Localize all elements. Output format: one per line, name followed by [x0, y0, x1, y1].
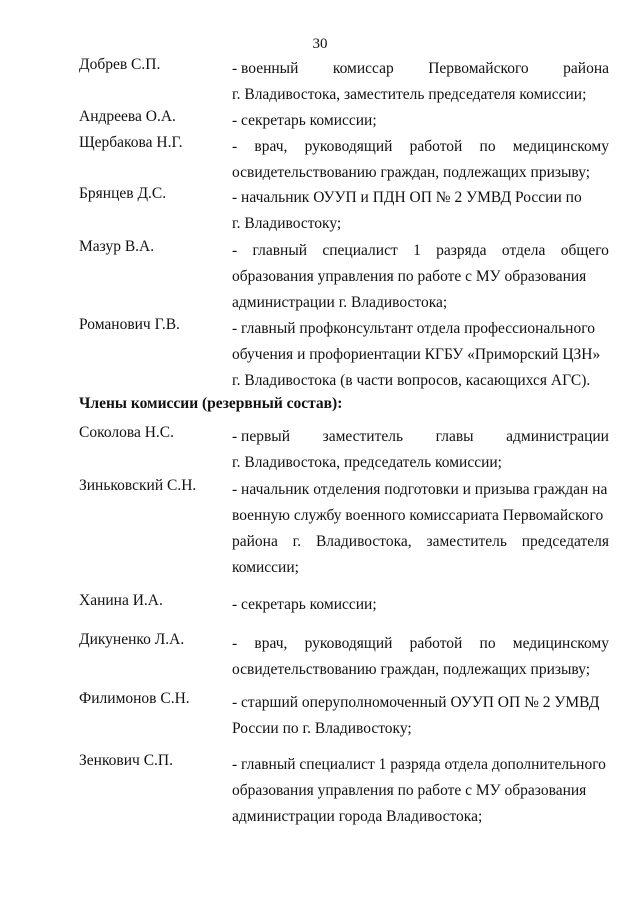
role-text-word: - секретарь комиссии;: [232, 596, 377, 613]
role-text-line: [232, 477, 609, 503]
role-text-word: врач,: [254, 138, 288, 155]
role-text-word: -: [232, 635, 238, 652]
member-role-description: [232, 56, 609, 108]
role-text-line: [232, 342, 609, 368]
role-text-word: Первомайского: [428, 60, 529, 77]
member-role-description: [232, 752, 609, 830]
role-text-word: комиссар: [332, 60, 394, 77]
role-text-word: образования управления по работе с МУ образования: [232, 782, 587, 799]
role-text-word: - главный специалист 1 разряда отдела дополнительного: [232, 756, 606, 773]
role-text-word: администрации г. Владивостока;: [232, 294, 448, 311]
member-name: Дикуненко Л.А.: [79, 631, 185, 648]
role-text-word: освидетельствованию граждан, подлежащих призыву;: [232, 661, 591, 678]
role-text-line: [232, 631, 609, 657]
role-text-line: [232, 555, 609, 581]
role-text-word: работой: [409, 138, 463, 155]
role-text-word: освидетельствованию граждан, подлежащих призыву;: [232, 164, 591, 181]
member-role-description: [232, 424, 609, 476]
member-role-description: [232, 185, 609, 237]
role-text-word: общего: [560, 242, 609, 259]
role-text-word: г. Владивостока, заместитель председателя комиссии;: [232, 86, 587, 103]
role-text-word: обучения и профориентации КГБУ «Приморский ЦЗН»: [232, 346, 601, 363]
role-text-line: [232, 316, 609, 342]
role-text-line: [232, 503, 609, 529]
member-name: Зенкович С.П.: [79, 752, 173, 769]
role-text-word: - главный профконсультант отдела профессионального: [232, 320, 595, 337]
reserve-section-heading: Члены комиссии (резервный состав):: [79, 395, 343, 412]
role-text-word: образования управления по работе с МУ образования: [232, 268, 587, 285]
role-text-line: [232, 238, 609, 264]
role-text-word: - военный: [232, 60, 299, 77]
role-text-word: главный: [252, 242, 308, 259]
role-text-line: [232, 778, 609, 804]
role-text-word: медицинскому: [512, 138, 609, 155]
role-text-word: главы: [435, 428, 474, 445]
role-text-line: [232, 592, 609, 618]
role-text-line: [232, 290, 609, 316]
role-text-line: [232, 424, 609, 450]
role-text-line: [232, 752, 609, 778]
role-text-word: - начальник отделения подготовки и призыва граждан на: [232, 481, 608, 498]
role-text-word: 1: [413, 242, 421, 259]
member-role-description: [232, 316, 609, 394]
role-text-line: [232, 657, 609, 683]
member-name: Мазур В.А.: [79, 238, 155, 255]
member-role-description: [232, 477, 609, 581]
member-name: Филимонов С.Н.: [79, 690, 190, 707]
member-name: Добрев С.П.: [79, 56, 161, 73]
role-text-line: [232, 368, 609, 394]
role-text-word: заместитель: [322, 428, 404, 445]
role-text-word: руководящий: [304, 138, 393, 155]
page-number: 30: [312, 36, 328, 52]
member-name: Зиньковский С.Н.: [79, 477, 197, 494]
role-text-word: Владивостока,: [315, 533, 412, 550]
role-text-line: [232, 211, 609, 237]
role-text-word: администрации: [506, 428, 609, 445]
role-text-word: работой: [409, 635, 463, 652]
member-name: Щербакова Н.Г.: [79, 134, 183, 151]
role-text-word: г. Владивостока (в части вопросов, касающихся АГС).: [232, 372, 591, 389]
role-text-word: - первый: [232, 428, 290, 445]
role-text-word: -: [232, 242, 238, 259]
role-text-word: разряда: [436, 242, 487, 259]
role-text-word: - начальник ОУУП и ПДН ОП № 2 УМВД России по: [232, 189, 582, 206]
role-text-word: по: [479, 138, 496, 155]
role-text-word: военную службу военного комиссариата Первомайского: [232, 507, 604, 524]
role-text-word: заместитель: [426, 533, 507, 550]
role-text-word: администрации города Владивостока;: [232, 808, 483, 825]
role-text-word: г. Владивостока, председатель комиссии;: [232, 454, 502, 471]
role-text-word: специалист: [322, 242, 398, 259]
role-text-line: [232, 690, 609, 716]
member-role-description: [232, 690, 609, 742]
role-text-word: председателя: [521, 533, 609, 550]
member-name: Романович Г.В.: [79, 316, 180, 333]
role-text-line: [232, 134, 609, 160]
member-name: Андреева О.А.: [79, 108, 176, 125]
role-text-word: России по г. Владивостоку;: [232, 720, 412, 737]
role-text-line: [232, 108, 609, 134]
member-role-description: [232, 631, 609, 683]
role-text-line: [232, 185, 609, 211]
member-role-description: [232, 238, 609, 316]
member-role-description: [232, 134, 609, 186]
member-role-description: [232, 592, 609, 618]
member-name: Брянцев Д.С.: [79, 185, 167, 202]
role-text-word: - секретарь комиссии;: [232, 112, 377, 129]
role-text-word: -: [232, 138, 238, 155]
role-text-line: [232, 716, 609, 742]
role-text-word: отдела: [501, 242, 546, 259]
role-text-line: [232, 804, 609, 830]
role-text-line: [232, 264, 609, 290]
role-text-word: - старший оперуполномоченный ОУУП ОП № 2 УМВД: [232, 694, 600, 711]
role-text-word: г. Владивостоку;: [232, 215, 342, 232]
role-text-line: [232, 160, 609, 186]
role-text-word: г.: [292, 533, 302, 550]
member-name: Ханина И.А.: [79, 592, 163, 609]
role-text-line: [232, 450, 609, 476]
role-text-word: руководящий: [304, 635, 393, 652]
role-text-word: медицинскому: [512, 635, 609, 652]
role-text-line: [232, 529, 609, 555]
member-role-description: [232, 108, 609, 134]
role-text-line: [232, 82, 609, 108]
role-text-word: по: [479, 635, 496, 652]
role-text-word: района: [563, 60, 609, 77]
role-text-word: района: [232, 533, 278, 550]
role-text-word: комиссии;: [232, 559, 299, 576]
role-text-word: врач,: [254, 635, 288, 652]
member-name: Соколова Н.С.: [79, 424, 175, 441]
role-text-line: [232, 56, 609, 82]
